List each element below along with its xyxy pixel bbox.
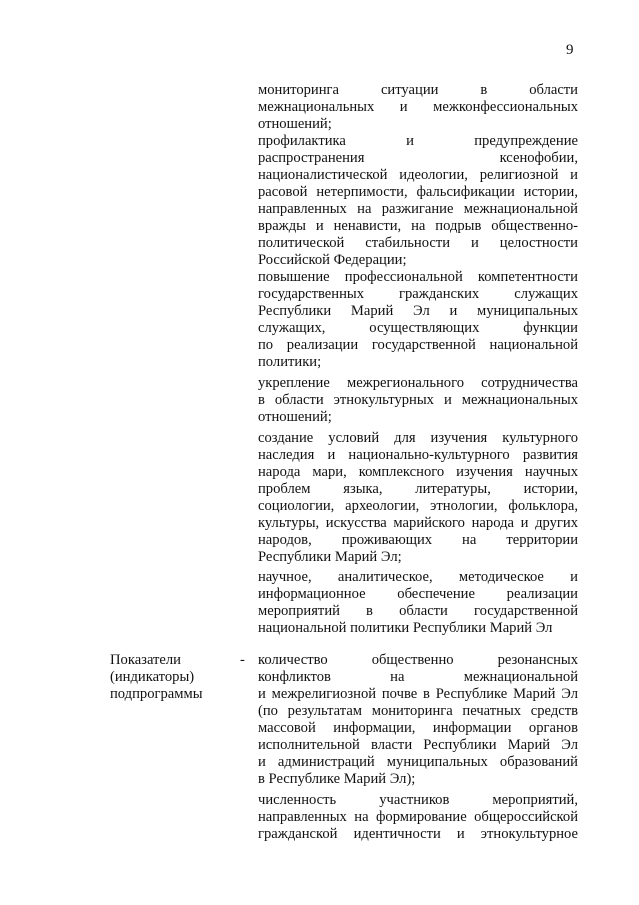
text-line: информационное обеспечение реализации: [258, 586, 578, 602]
text-line: гражданской идентичности и этнокультурное: [258, 826, 578, 842]
text-line: количество общественно резонансных: [258, 652, 578, 668]
text-line: (по результатам мониторинга печатных средств: [258, 703, 578, 719]
text-line: вражды и ненависти, на подрыв общественно-: [258, 218, 578, 234]
text-line: народа мари, комплексного изучения научных: [258, 464, 578, 480]
text-line: государственных гражданских служащих: [258, 286, 578, 302]
text-line: межнациональных и межконфессиональных: [258, 99, 578, 115]
separator-dash: -: [240, 652, 245, 668]
text-line: направленных на разжигание межнациональной: [258, 201, 578, 217]
text-line: социологии, археологии, этнологии, фольклора,: [258, 498, 578, 514]
text-line: направленных на формирование общероссийской: [258, 809, 578, 825]
row-label-line: (индикаторы): [110, 669, 195, 685]
text-line: отношений;: [258, 409, 332, 425]
text-line: создание условий для изучения культурного: [258, 430, 578, 446]
text-line: Республики Марий Эл и муниципальных: [258, 303, 578, 319]
text-line: и межрелигиозной почве в Республике Марий Эл: [258, 686, 578, 702]
text-line: массовой информации, информации органов: [258, 720, 578, 736]
text-line: конфликтов на межнациональной: [258, 669, 578, 685]
text-line: служащих, осуществляющих функции: [258, 320, 578, 336]
text-line: в области этнокультурных и межнациональных: [258, 392, 578, 408]
text-line: культуры, искусства марийского народа и других: [258, 515, 578, 531]
text-line: научное, аналитическое, методическое и: [258, 569, 578, 585]
page-number: 9: [566, 42, 574, 58]
text-line: Республики Марий Эл;: [258, 549, 402, 565]
text-line: и администраций муниципальных образований: [258, 754, 578, 770]
text-line: расовой нетерпимости, фальсификации истории,: [258, 184, 578, 200]
text-line: народов, проживающих на территории: [258, 532, 578, 548]
text-line: отношений;: [258, 116, 332, 132]
text-line: националистической идеологии, религиозной и: [258, 167, 578, 183]
text-line: распространения ксенофобии,: [258, 150, 578, 166]
text-line: национальной политики Республики Марий Эл: [258, 620, 553, 636]
text-line: политики;: [258, 354, 322, 370]
row-label-line: подпрограммы: [110, 686, 203, 702]
text-line: проблем языка, литературы, истории,: [258, 481, 578, 497]
text-line: повышение профессиональной компетентности: [258, 269, 578, 285]
text-line: политической стабильности и целостности: [258, 235, 578, 251]
text-line: исполнительной власти Республики Марий Эл: [258, 737, 578, 753]
text-line: по реализации государственной национальной: [258, 337, 578, 353]
text-line: Российской Федерации;: [258, 252, 407, 268]
text-line: в Республике Марий Эл);: [258, 771, 416, 787]
text-line: численность участников мероприятий,: [258, 792, 578, 808]
text-line: укрепление межрегионального сотрудничества: [258, 375, 578, 391]
text-line: мониторинга ситуации в области: [258, 82, 578, 98]
text-line: профилактика и предупреждение: [258, 133, 578, 149]
text-line: наследия и национально-культурного развития: [258, 447, 578, 463]
text-line: мероприятий в области государственной: [258, 603, 578, 619]
row-label-line: Показатели: [110, 652, 181, 668]
